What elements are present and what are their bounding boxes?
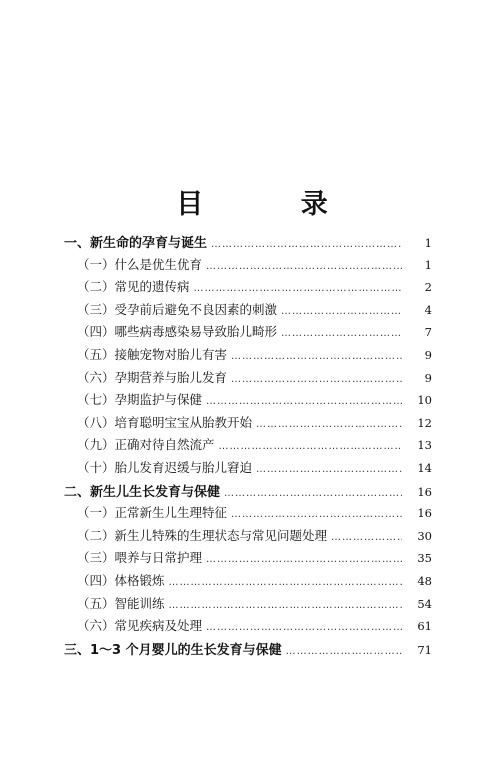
toc-subsection-entry <box>64 277 432 300</box>
dot-leader <box>224 488 402 499</box>
toc-subsection-entry <box>64 594 432 617</box>
toc-page-number: 14 <box>417 460 432 475</box>
toc-entry-label: （五）智能训练 <box>77 595 165 611</box>
toc-section-entry <box>64 639 432 662</box>
toc-page-number: 9 <box>424 347 432 362</box>
toc-page-number: 12 <box>417 415 432 430</box>
dot-leader <box>211 239 402 250</box>
toc-subsection-entry <box>64 390 432 413</box>
toc-subsection-entry <box>64 616 432 639</box>
toc-entry-label: 一、新生命的孕育与诞生 <box>64 236 208 251</box>
toc-subsection-entry <box>64 526 432 549</box>
dot-leader <box>281 328 402 339</box>
toc-entry-label: （九）正确对待自然流产 <box>77 437 215 453</box>
toc-entry-label: （二）新生儿特殊的生理状态与常见问题处理 <box>77 527 328 543</box>
toc-page-number: 7 <box>424 325 432 340</box>
toc-entry-label: 三、1～3 个月婴儿的生长发育与保健 <box>64 642 282 658</box>
toc-entry-label: （三）喂养与日常护理 <box>77 550 203 566</box>
toc-subsection-entry <box>64 322 432 345</box>
dot-leader <box>206 261 402 272</box>
toc-page-number: 54 <box>417 596 432 611</box>
toc-page-number: 35 <box>417 551 432 566</box>
dot-leader <box>256 464 402 475</box>
dot-leader <box>219 441 402 452</box>
toc-section-entry <box>64 232 432 255</box>
toc-entry-label: （三）受孕前后避免不良因素的刺激 <box>77 301 278 317</box>
toc-subsection-entry <box>64 368 432 391</box>
toc-subsection-entry <box>64 300 432 323</box>
toc-page-number: 1 <box>424 257 432 272</box>
toc-subsection-entry <box>64 345 432 368</box>
toc-entry-label: （八）培育聪明宝宝从胎教开始 <box>77 414 253 430</box>
toc-page-number: 16 <box>417 484 432 499</box>
page-title: 目 录 <box>176 189 372 220</box>
toc-subsection-entry <box>64 458 432 481</box>
dot-leader <box>206 622 402 633</box>
toc-subsection-entry <box>64 548 432 571</box>
toc-subsection-entry <box>64 413 432 436</box>
toc-entry-label: （四）哪些病毒感染易导致胎儿畸形 <box>77 324 278 340</box>
toc-subsection-entry <box>64 435 432 458</box>
toc-entry-label: （五）接触宠物对胎儿有害 <box>77 346 228 362</box>
toc-entry-label: （六）常见疾病及处理 <box>77 618 203 634</box>
toc-page-number: 2 <box>424 280 432 295</box>
toc-page-number: 1 <box>424 236 432 250</box>
toc-page-number: 30 <box>417 528 432 543</box>
dot-leader <box>206 396 402 407</box>
toc-entry-label: （二）常见的遗传病 <box>77 279 190 295</box>
table-of-contents <box>64 232 432 661</box>
toc-subsection-entry <box>64 255 432 278</box>
toc-entry-label: （一）什么是优生优育 <box>77 256 203 272</box>
toc-subsection-entry <box>64 503 432 526</box>
toc-subsection-entry <box>64 571 432 594</box>
toc-entry-label: （十）胎儿发育迟缓与胎儿窘迫 <box>77 459 253 475</box>
dot-leader <box>286 646 402 657</box>
dot-leader <box>194 283 402 294</box>
dot-leader <box>331 532 402 543</box>
toc-page-number: 4 <box>424 302 432 317</box>
toc-entry-label: 二、新生儿生长发育与保健 <box>64 484 221 500</box>
dot-leader <box>281 306 402 317</box>
toc-page-number: 16 <box>417 506 432 521</box>
toc-entry-label: （四）体格锻炼 <box>77 572 165 588</box>
dot-leader <box>231 509 402 520</box>
toc-section-entry <box>64 481 432 504</box>
dot-leader <box>169 577 402 588</box>
toc-page-number: 10 <box>417 393 432 408</box>
toc-page-number: 13 <box>417 438 432 453</box>
toc-page-number: 61 <box>417 619 432 634</box>
toc-entry-label: （一）正常新生儿生理特征 <box>77 505 228 521</box>
toc-entry-label: （六）孕期营养与胎儿发育 <box>77 369 228 385</box>
toc-page-number: 9 <box>424 370 432 385</box>
dot-leader <box>256 419 402 430</box>
toc-page-number: 71 <box>417 642 432 657</box>
dot-leader <box>206 554 402 565</box>
toc-page-number: 48 <box>417 573 432 588</box>
dot-leader <box>231 351 402 362</box>
dot-leader <box>231 374 402 385</box>
toc-entry-label: （七）孕期监护与保健 <box>77 392 203 408</box>
dot-leader <box>169 600 402 611</box>
